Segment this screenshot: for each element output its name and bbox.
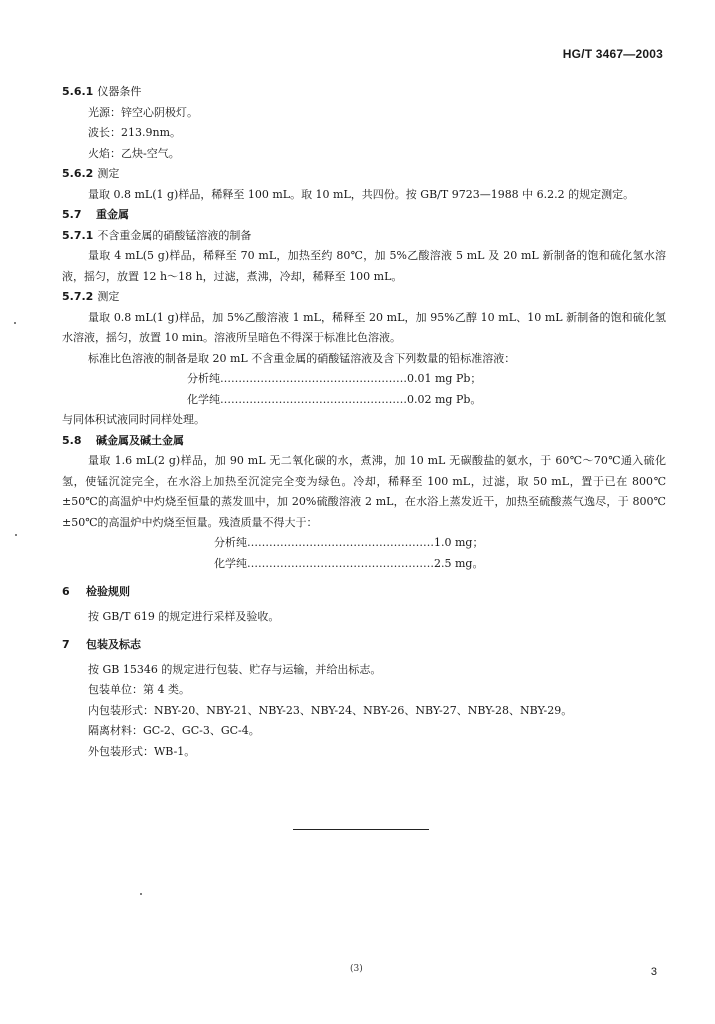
standard-code: HG/T 3467—2003 bbox=[562, 47, 663, 61]
section-title: 检验规则 bbox=[86, 585, 130, 598]
heading-7 bbox=[62, 635, 666, 656]
paragraph: 量取 1.6 mL(2 g)样品，加 90 mL 无二氧化碳的水，煮沸，加 10 mL 无碳酸盐的氨水，于 60℃～70℃通入硫化氢，使锰沉淀完全，在水浴上加热至沉淀完全变为绿色。冷却，稀释至 100 mL，过滤，取 50 mL，置于已在 800℃±50℃的高温炉中灼烧至恒量的蒸发皿中，加 20%硫酸溶液 2 mL，在水浴上蒸发近干，加热至硫酸蒸气逸尽，于 800℃±50℃的高温炉中灼烧至恒量。残渣质量不得大于： bbox=[62, 454, 666, 529]
section-number: 5.7.2 bbox=[62, 290, 94, 303]
packaging-line: 内包装形式：NBY-20、NBY-21、NBY-23、NBY-24、NBY-26、NBY-27、NBY-28、NBY-29。 bbox=[88, 703, 573, 717]
section-number: 5.8 bbox=[62, 433, 82, 447]
section-title: 测定 bbox=[97, 167, 120, 180]
condition-line: 火焰：乙炔-空气。 bbox=[88, 146, 180, 160]
heading-5-6-1 bbox=[62, 82, 666, 103]
paragraph: 与同体积试液同时同样处理。 bbox=[62, 413, 205, 426]
scan-speck bbox=[140, 893, 142, 895]
section-title: 不含重金属的硝酸锰溶液的制备 bbox=[97, 228, 252, 242]
section-title: 碱金属及碱土金属 bbox=[96, 433, 184, 447]
packaging-line: 隔离材料：GC-2、GC-3、GC-4。 bbox=[88, 724, 260, 737]
heading-5-7 bbox=[62, 205, 666, 226]
document-body bbox=[62, 82, 666, 762]
bottom-mark: (3) bbox=[350, 964, 363, 974]
paragraph: 量取 4 mL(5 g)样品，稀释至 70 mL，加热至约 80℃，加 5%乙酸溶液 5 mL 及 20 mL 新制备的饱和硫化氢水溶液，摇匀，放置 12 h～18 h，过滤，煮沸，冷却，稀释至 100 mL。 bbox=[62, 249, 666, 283]
section-title: 测定 bbox=[97, 290, 120, 303]
dotted-item: 化学纯……………………………………………0.02 mg Pb。 bbox=[187, 392, 482, 406]
heading-5-7-1 bbox=[62, 226, 666, 247]
heading-6 bbox=[62, 582, 666, 603]
section-title: 包装及标志 bbox=[86, 638, 141, 651]
dotted-item: 分析纯……………………………………………0.01 mg Pb； bbox=[187, 372, 482, 385]
scan-speck bbox=[15, 534, 17, 536]
heading-5-7-2 bbox=[62, 287, 666, 308]
section-title: 仪器条件 bbox=[97, 85, 142, 98]
heading-5-6-2 bbox=[62, 164, 666, 185]
dotted-item: 化学纯……………………………………………2.5 mg。 bbox=[214, 556, 484, 570]
section-number: 5.7.1 bbox=[62, 228, 94, 242]
packaging-line: 包装单位：第 4 类。 bbox=[88, 683, 190, 696]
paragraph: 按 GB/T 619 的规定进行采样及验收。 bbox=[88, 609, 280, 623]
page-number: 3 bbox=[650, 966, 657, 978]
section-number: 6 bbox=[62, 585, 70, 598]
section-number: 5.6.1 bbox=[62, 85, 94, 98]
section-number: 7 bbox=[62, 638, 70, 651]
paragraph: 量取 0.8 mL(1 g)样品，稀释至 100 mL。取 10 mL，共四份。按 GB/T 9723—1988 中 6.2.2 的规定测定。 bbox=[88, 187, 635, 201]
condition-line: 光源：锌空心阴极灯。 bbox=[88, 105, 198, 119]
heading-5-8 bbox=[62, 431, 666, 452]
condition-line: 波长：213.9nm。 bbox=[88, 126, 182, 139]
end-rule bbox=[293, 829, 429, 830]
paragraph: 标准比色溶液的制备是取 20 mL 不含重金属的硝酸锰溶液及含下列数量的铅标准溶液： bbox=[88, 351, 516, 365]
packaging-line: 外包装形式：WB-1。 bbox=[88, 744, 196, 758]
packaging-line: 按 GB 15346 的规定进行包装、贮存与运输，并给出标志。 bbox=[88, 662, 382, 676]
scan-speck bbox=[14, 322, 16, 324]
section-number: 5.7 bbox=[62, 208, 82, 221]
section-title: 重金属 bbox=[96, 208, 129, 221]
section-number: 5.6.2 bbox=[62, 167, 94, 180]
dotted-item: 分析纯……………………………………………1.0 mg； bbox=[214, 536, 484, 549]
paragraph: 量取 0.8 mL(1 g)样品，加 5%乙酸溶液 1 mL，稀释至 20 mL，加 95%乙醇 10 mL、10 mL 新制备的饱和硫化氢水溶液，摇匀，放置 10 min。溶液所呈暗色不得深于标准比色溶液。 bbox=[62, 310, 666, 344]
